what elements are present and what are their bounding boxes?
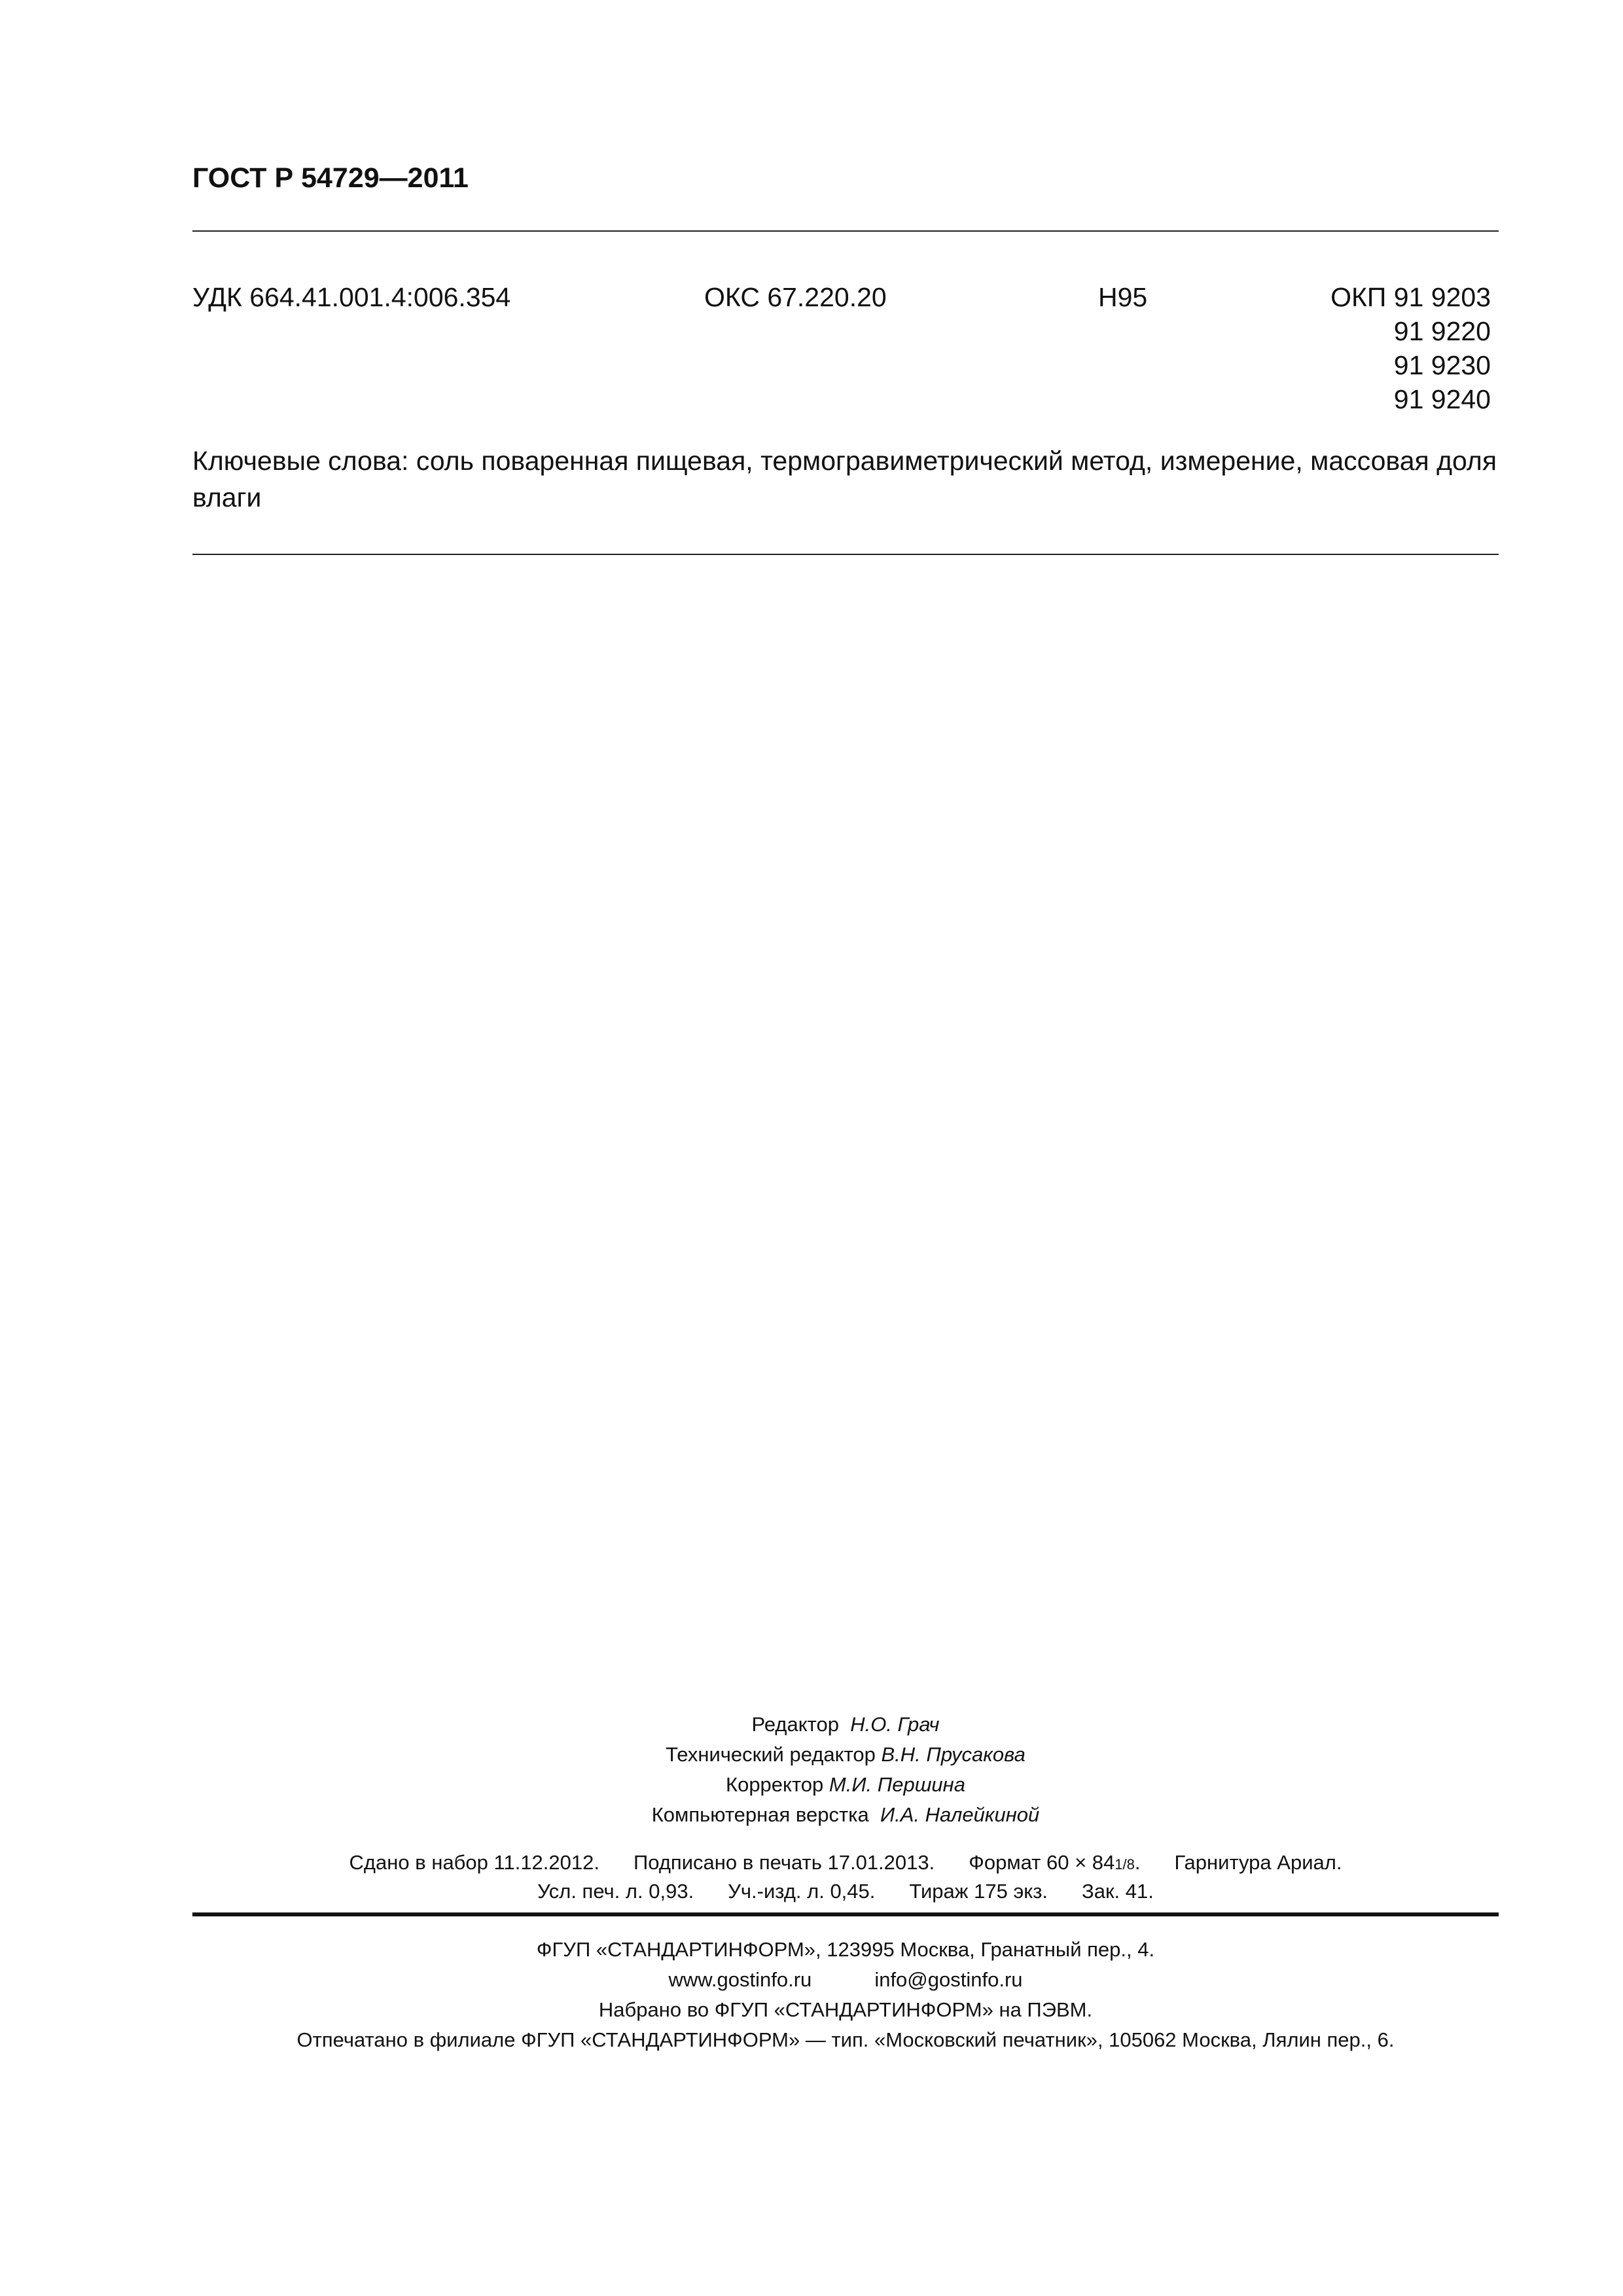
- credit-name: М.И. Першина: [829, 1773, 965, 1796]
- credit-role: Редактор: [751, 1713, 839, 1736]
- credit-tech-editor: [192, 1740, 1499, 1770]
- order-number: Зак. 41.: [1082, 1880, 1154, 1903]
- publisher-sheets: Уч.-изд. л. 0,45.: [728, 1880, 876, 1903]
- credit-role: Компьютерная верстка: [651, 1803, 869, 1826]
- udk-code: УДК 664.41.001.4:006.354: [192, 282, 511, 312]
- format-info: [969, 1851, 1140, 1874]
- group-code: Н95: [1098, 282, 1148, 312]
- okp-code: 91 9230: [1393, 350, 1491, 380]
- credit-editor: [192, 1710, 1499, 1740]
- credit-name: И.А. Налейкиной: [880, 1803, 1040, 1826]
- format-prefix: Формат 60 × 84: [969, 1851, 1115, 1874]
- top-divider: [192, 230, 1499, 232]
- credit-name: В.Н. Прусакова: [881, 1743, 1026, 1766]
- okp-code: ОКП 91 9203: [1330, 282, 1491, 312]
- publisher-contacts: [192, 1965, 1499, 1995]
- keywords-text: Ключевые слова: соль поваренная пищевая, термогравиметрический метод, измерение, массовая доля влаги: [192, 446, 1497, 512]
- format-suffix: .: [1134, 1851, 1141, 1874]
- publisher-divider: [192, 1912, 1499, 1916]
- circulation: Тираж 175 экз.: [909, 1880, 1048, 1903]
- set-date: Сдано в набор 11.12.2012.: [349, 1851, 599, 1874]
- oks-code: ОКС 67.220.20: [704, 282, 887, 312]
- publisher-block: [192, 1935, 1499, 2055]
- document-code: ГОСТ Р 54729—2011: [192, 162, 469, 194]
- keywords-divider: [192, 554, 1499, 555]
- signed-date: Подписано в печать 17.01.2013.: [633, 1851, 935, 1874]
- credit-layout: [192, 1800, 1499, 1830]
- credit-name: Н.О. Грач: [850, 1713, 940, 1736]
- publisher-email[interactable]: info@gostinfo.ru: [874, 1968, 1023, 1991]
- credit-role: Корректор: [726, 1773, 824, 1796]
- credits-block: [192, 1710, 1499, 1830]
- credit-corrector: [192, 1770, 1499, 1800]
- typeset-info: Набрано во ФГУП «СТАНДАРТИНФОРМ» на ПЭВМ.: [598, 1998, 1093, 2021]
- format-fraction: 1/8: [1115, 1856, 1135, 1873]
- okp-code: 91 9220: [1393, 316, 1491, 346]
- font-info: Гарнитура Ариал.: [1174, 1851, 1342, 1874]
- publisher-address: ФГУП «СТАНДАРТИНФОРМ», 123995 Москва, Гранатный пер., 4.: [536, 1938, 1155, 1961]
- printed-info: Отпечатано в филиале ФГУП «СТАНДАРТИНФОРМ» — тип. «Московский печатник», 105062 Москва, Лялин пер., 6.: [296, 2028, 1395, 2051]
- okp-code: 91 9240: [1393, 384, 1491, 414]
- okp-codes: [1330, 280, 1491, 416]
- credit-role: Технический редактор: [666, 1743, 876, 1766]
- publisher-website[interactable]: www.gostinfo.ru: [668, 1968, 812, 1991]
- print-sheets: Усл. печ. л. 0,93.: [537, 1880, 694, 1903]
- print-info-line-2: [192, 1876, 1499, 1907]
